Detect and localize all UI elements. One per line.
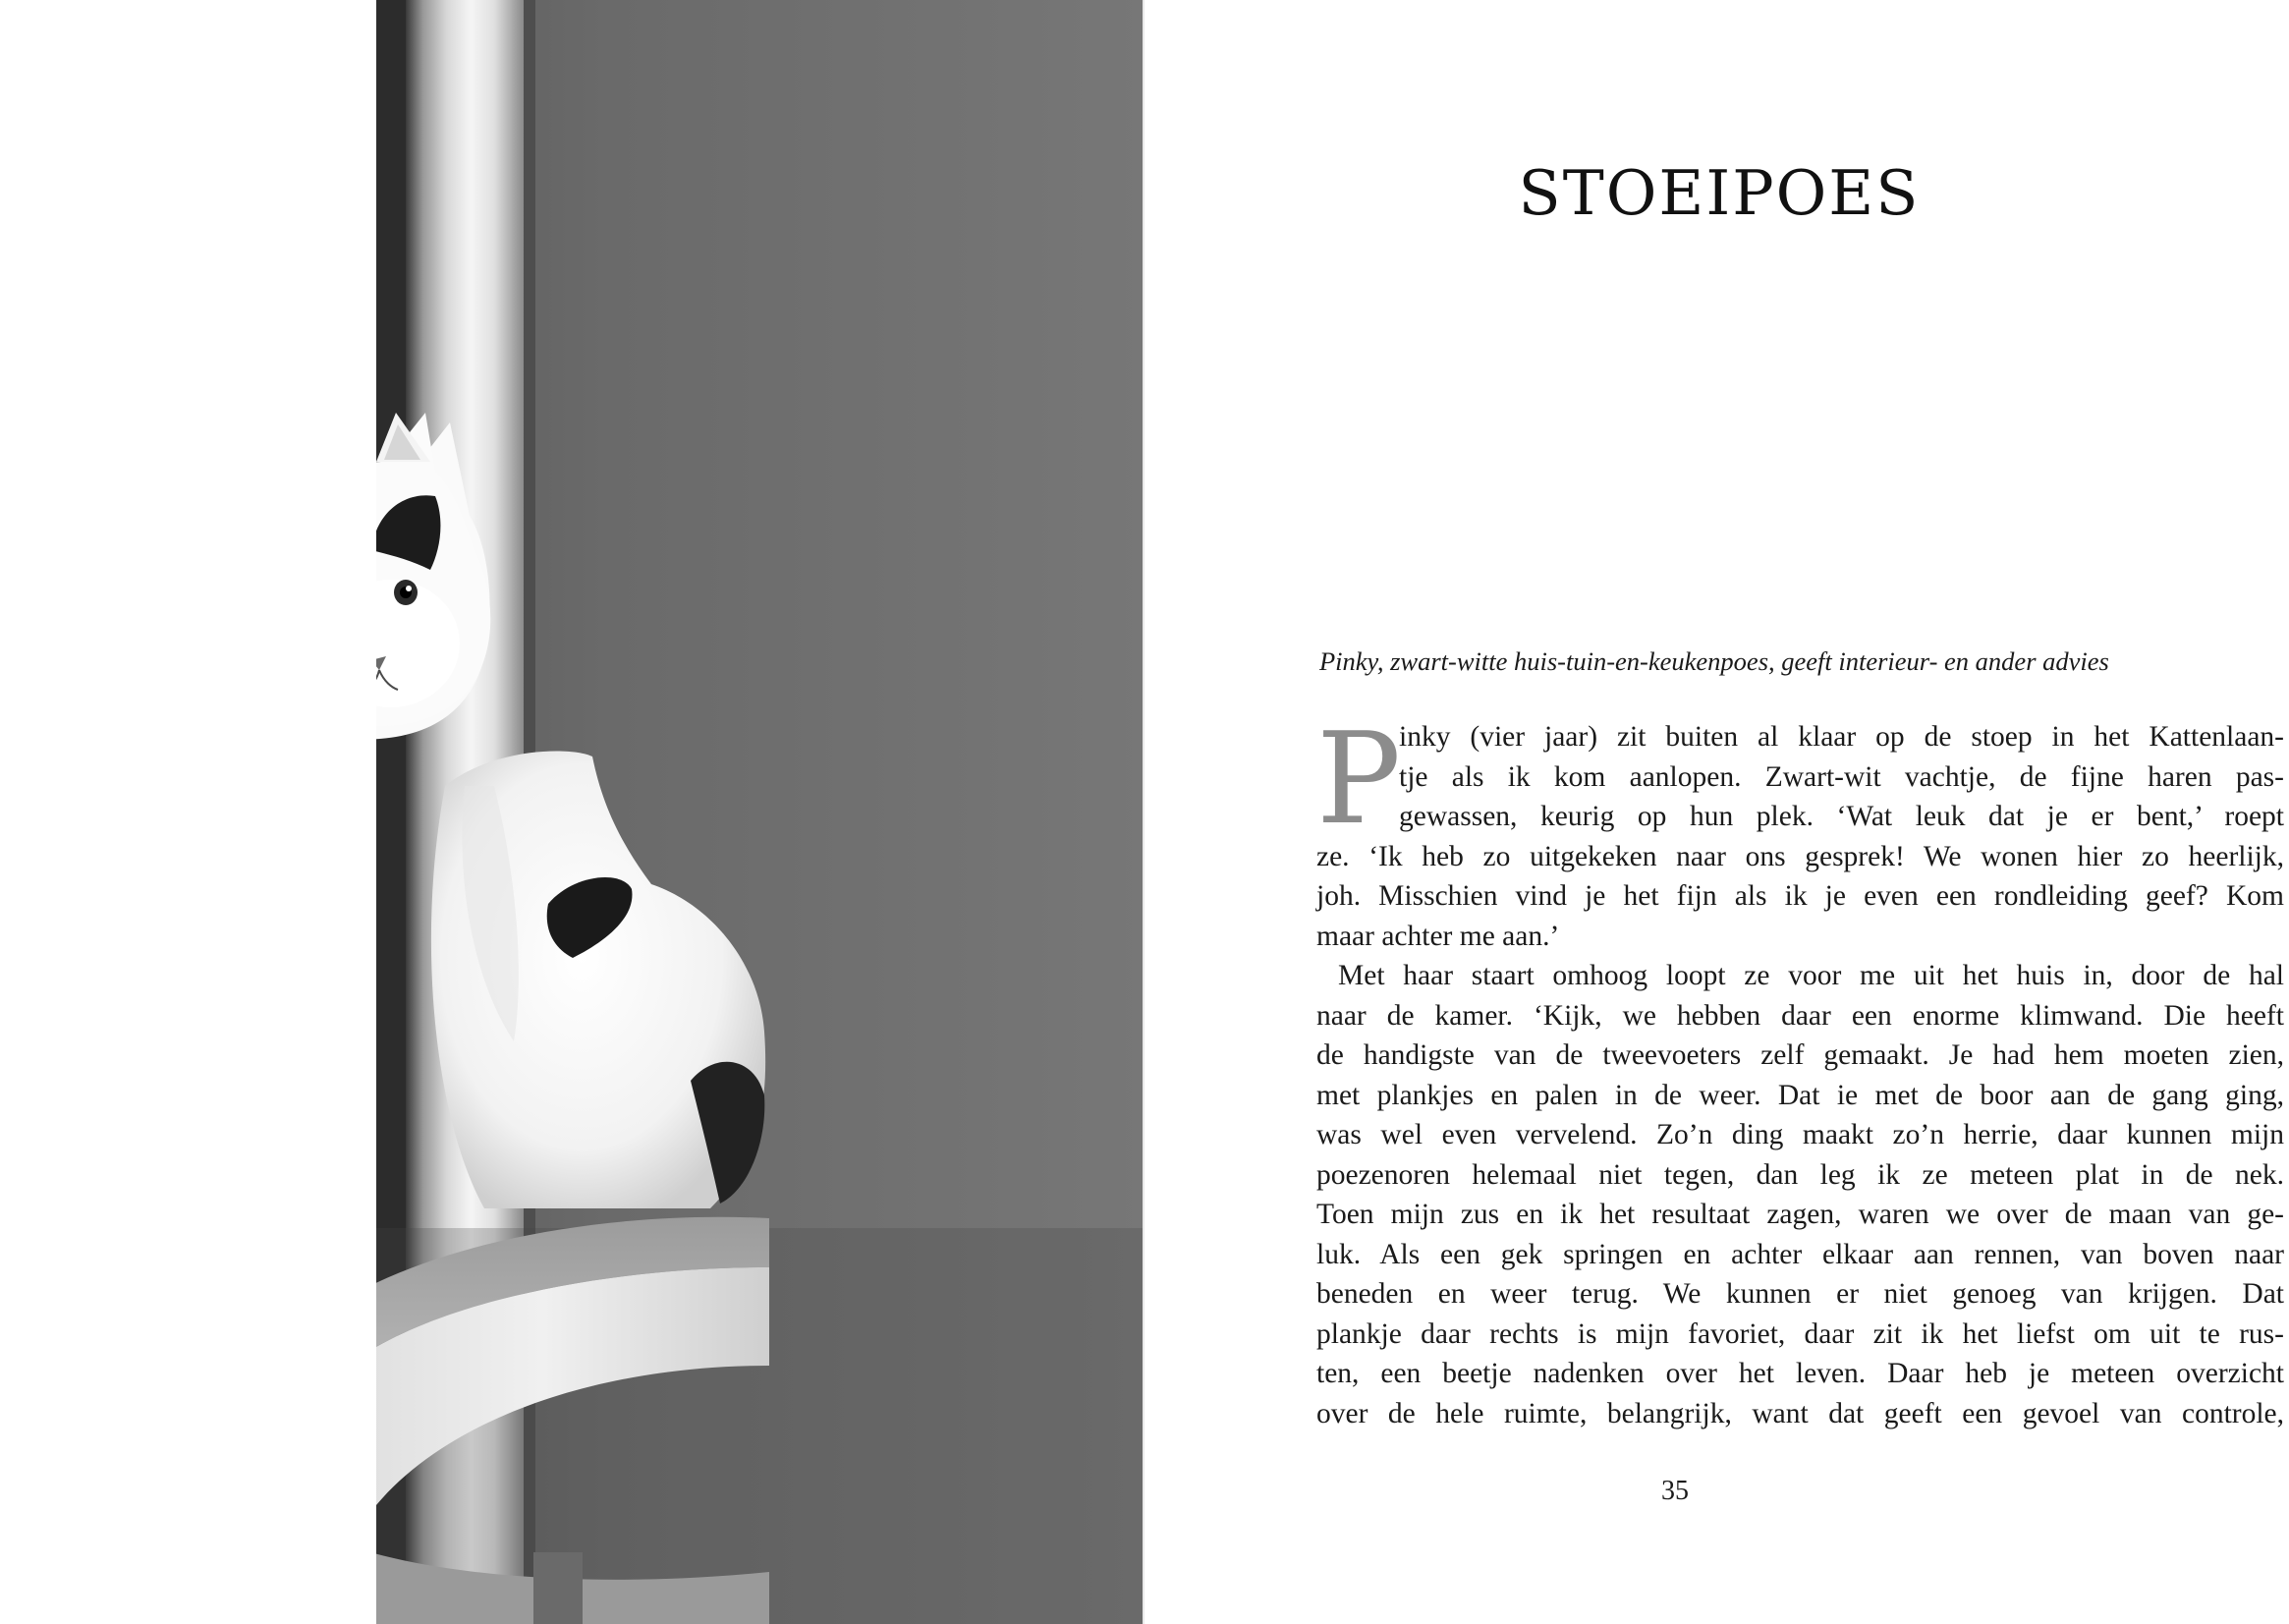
text-line: was wel even vervelend. Zo’n ding maakt zo’n herrie, daar kunnen mijn — [1316, 1119, 2284, 1150]
text-line: plankje daar rechts is mijn favoriet, daar zit ik het liefst om uit te rus- — [1316, 1317, 2284, 1350]
text-line: met plankjes en palen in de weer. Dat ie met de boor aan de gang ging, — [1316, 1079, 2284, 1111]
text-line: naar de kamer. ‘Kijk, we hebben daar een enorme klimwand. Die heeft — [1316, 999, 2284, 1032]
text-line: ten, een beetje nadenken over het leven. Daar heb je meteen overzicht — [1316, 1358, 2284, 1389]
page-number: 35 — [1661, 1476, 1689, 1506]
text-line: gewassen, keurig op hun plek. ‘Wat leuk dat je er bent,’ roept — [1399, 801, 2284, 832]
text-line: joh. Misschien vind je het fijn als ik je even een rondleiding geef? Kom — [1316, 880, 2284, 912]
drop-cap: P — [1316, 706, 1402, 853]
text-line: de handigste van de tweevoeters zelf gemaakt. Je had hem moeten zien, — [1316, 1039, 2284, 1071]
text-line: inky (vier jaar) zit buiten al klaar op de stoep in het Kattenlaan- — [1399, 721, 2284, 753]
chapter-title: STOEIPOES — [1518, 157, 1921, 229]
text-line: poezenoren helemaal niet tegen, dan leg ik ze meteen plat in de nek. — [1316, 1158, 2284, 1191]
right-page — [1144, 0, 2289, 1624]
body-text — [1316, 706, 2284, 1433]
text-line: maar achter me aan.’ — [1316, 920, 1560, 952]
text-line: beneden en weer terug. We kunnen er niet genoeg van krijgen. Dat — [1316, 1278, 2284, 1310]
left-page — [0, 0, 1144, 1624]
text-line: tje als ik kom aanlopen. Zwart-wit vachtje, de fijne haren pas- — [1399, 760, 2284, 793]
text-line: Toen mijn zus en ik het resultaat zagen, waren we over de maan van ge- — [1316, 1199, 2284, 1230]
text-line: Met haar staart omhoog loopt ze voor me uit het huis in, door de hal — [1338, 960, 2284, 991]
text-line: over de hele ruimte, belangrijk, want dat geeft een gevoel van controle, — [1316, 1397, 2284, 1429]
text-line: ze. ‘Ik heb zo uitgekeken naar ons gesprek! We wonen hier zo heerlijk, — [1316, 840, 2284, 872]
chapter-subtitle: Pinky, zwart-witte huis-tuin-en-keukenpoes, geeft interieur- en ander advies — [1319, 646, 2109, 676]
text-line: luk. Als een gek springen en achter elkaar aan rennen, van boven naar — [1316, 1238, 2284, 1270]
cat-photo — [376, 0, 1144, 1624]
